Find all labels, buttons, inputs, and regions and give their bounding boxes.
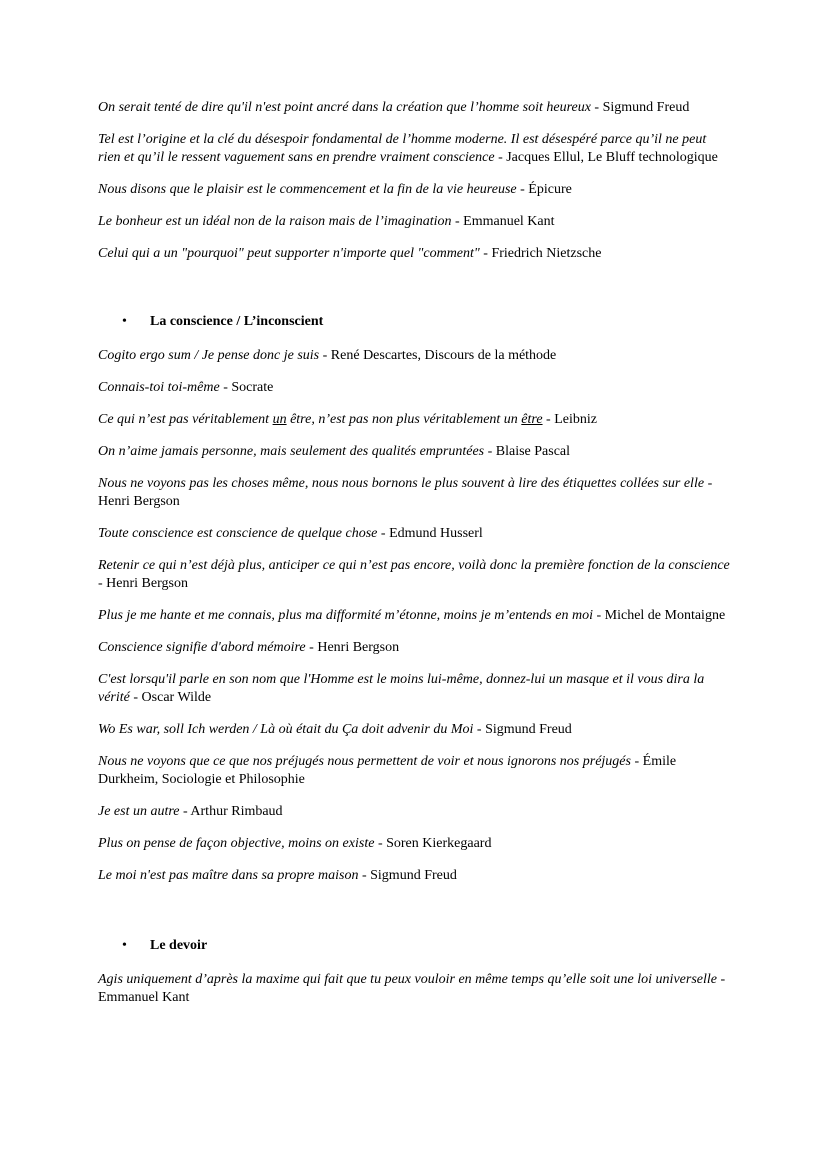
quote-author: Emmanuel Kant — [463, 214, 555, 229]
quote-author: René Descartes, Discours de la méthode — [330, 348, 557, 363]
section-title: Le devoir — [150, 938, 208, 953]
quote-author: Socrate — [231, 380, 274, 395]
quote-author: Sigmund Freud — [370, 868, 457, 883]
quote-text: Toute conscience est conscience de quelque chose — [98, 526, 378, 541]
section-spacer — [98, 277, 730, 313]
quote-author: Emmanuel Kant — [98, 990, 190, 1005]
quote — [98, 245, 730, 263]
quote — [98, 525, 730, 543]
quote-text: Cogito ergo sum / Je pense donc je suis — [98, 348, 320, 363]
quote-separator: - — [377, 526, 390, 541]
bullet-icon: • — [122, 938, 127, 953]
quote — [98, 213, 730, 231]
quote — [98, 721, 730, 739]
quote — [98, 557, 730, 593]
section-heading-devoir — [98, 937, 730, 955]
quote-text: Le bonheur est un idéal non de la raison mais de l’imagination — [98, 214, 452, 229]
quote-text: Celui qui a un "pourquoi" peut supporter n'importe quel "comment" — [98, 246, 480, 261]
quote-text: Nous disons que le plaisir est le commencement et la fin de la vie heureuse — [98, 182, 517, 197]
quote-separator: - — [473, 722, 486, 737]
quote-author: Sigmund Freud — [602, 100, 690, 115]
quote-separator: - — [179, 804, 191, 819]
quote-separator: - — [716, 972, 726, 987]
quote-separator: - — [542, 412, 555, 427]
quote-separator: - — [219, 380, 232, 395]
section-heading-conscience — [98, 313, 730, 331]
quote — [98, 671, 730, 707]
quote-text: On n’aime jamais personne, mais seulement des qualités empruntées — [98, 444, 485, 459]
quote-author: Blaise Pascal — [495, 444, 571, 459]
quote-separator: - — [630, 754, 643, 769]
quote-separator: - — [319, 348, 331, 363]
quote — [98, 131, 730, 167]
quote-author: Arthur Rimbaud — [190, 804, 283, 819]
quote — [98, 475, 730, 511]
quote-author: Henri Bergson — [98, 494, 180, 509]
quote-separator: - — [494, 150, 507, 165]
quote — [98, 411, 730, 429]
quote-text: Conscience signifie d'abord mémoire — [98, 640, 306, 655]
quote-text: Retenir ce qui n’est déjà plus, anticiper ce qui n’est pas encore, voilà donc la première fonction de la conscience — [98, 558, 730, 573]
quote-author: Épicure — [528, 182, 572, 197]
quote-text-part: Ce qui n’est pas véritablement — [98, 412, 273, 427]
quote-text: On serait tenté de dire qu'il n'est point ancré dans la création que l’homme soit heureux — [98, 100, 591, 115]
quote — [98, 803, 730, 821]
quote — [98, 835, 730, 853]
quote-separator: - — [592, 608, 605, 623]
quote-separator: - — [305, 640, 318, 655]
quote-text — [98, 412, 543, 427]
quote — [98, 607, 730, 625]
quote-author: Friedrich Nietzsche — [491, 246, 602, 261]
quote-text: Nous ne voyons que ce que nos préjugés nous permettent de voir et nous ignorons nos préjugés — [98, 754, 631, 769]
quote-text: Plus on pense de façon objective, moins on existe — [98, 836, 375, 851]
quote-text: Je est un autre — [98, 804, 180, 819]
quote — [98, 99, 730, 117]
quote-text: Wo Es war, soll Ich werden / Là où était du Ça doit advenir du Moi — [98, 722, 474, 737]
quote — [98, 867, 730, 885]
quote-text: Plus je me hante et me connais, plus ma difformité m’étonne, moins je m’entends en moi — [98, 608, 593, 623]
quote-author: Edmund Husserl — [389, 526, 483, 541]
quote-text: Nous ne voyons pas les choses même, nous nous bornons le plus souvent à lire des étiquettes collées sur elle — [98, 476, 705, 491]
quote-separator: - — [590, 100, 603, 115]
quote-text: Le moi n'est pas maître dans sa propre maison — [98, 868, 359, 883]
quote — [98, 347, 730, 365]
quote-separator: - — [484, 444, 496, 459]
quote — [98, 181, 730, 199]
document-page — [98, 99, 730, 1021]
quote-text: Agis uniquement d’après la maxime qui fait que tu peux vouloir en même temps qu’elle soit une loi universelle — [98, 972, 717, 987]
quote-author: Henri Bergson — [317, 640, 400, 655]
underlined-word: un — [272, 412, 287, 427]
quote-separator: - — [358, 868, 371, 883]
bullet-icon: • — [122, 314, 127, 329]
quote — [98, 443, 730, 461]
quote-author: Michel de Montaigne — [604, 608, 726, 623]
quote — [98, 971, 730, 1007]
quote-separator: - — [129, 690, 142, 705]
quote-text: C'est lorsqu'il parle en son nom que l'Homme est le moins lui-même, donnez-lui un masque et il vous dira la vérité — [98, 672, 705, 705]
quote-separator: - — [479, 246, 492, 261]
underlined-word: être — [521, 412, 543, 427]
quote-text: Connais-toi toi-même — [98, 380, 220, 395]
quote — [98, 379, 730, 397]
section-title: La conscience / L’inconscient — [150, 314, 324, 329]
quote-separator: - — [98, 576, 107, 591]
quote-author: Henri Bergson — [106, 576, 188, 591]
quote-separator: - — [704, 476, 713, 491]
quote-separator: - — [374, 836, 387, 851]
quote-text-part: être, n’est pas non plus véritablement un — [286, 412, 522, 427]
quote-text: Tel est l’origine et la clé du désespoir fondamental de l’homme moderne. Il est désespéré parce qu’il ne peut rien et qu’il le ressent vaguement sans en prendre vraiment conscience — [98, 132, 707, 165]
quote — [98, 639, 730, 657]
quote-author: Émile Durkheim, Sociologie et Philosophie — [98, 754, 677, 787]
quote-author: Soren Kierkegaard — [386, 836, 492, 851]
quote — [98, 753, 730, 789]
section-spacer — [98, 899, 730, 937]
quote-separator: - — [451, 214, 464, 229]
quote-author: Leibniz — [554, 412, 597, 427]
quote-author: Jacques Ellul, Le Bluff technologique — [506, 150, 718, 165]
quote-separator: - — [516, 182, 529, 197]
quote-author: Oscar Wilde — [141, 690, 212, 705]
quote-author: Sigmund Freud — [485, 722, 572, 737]
